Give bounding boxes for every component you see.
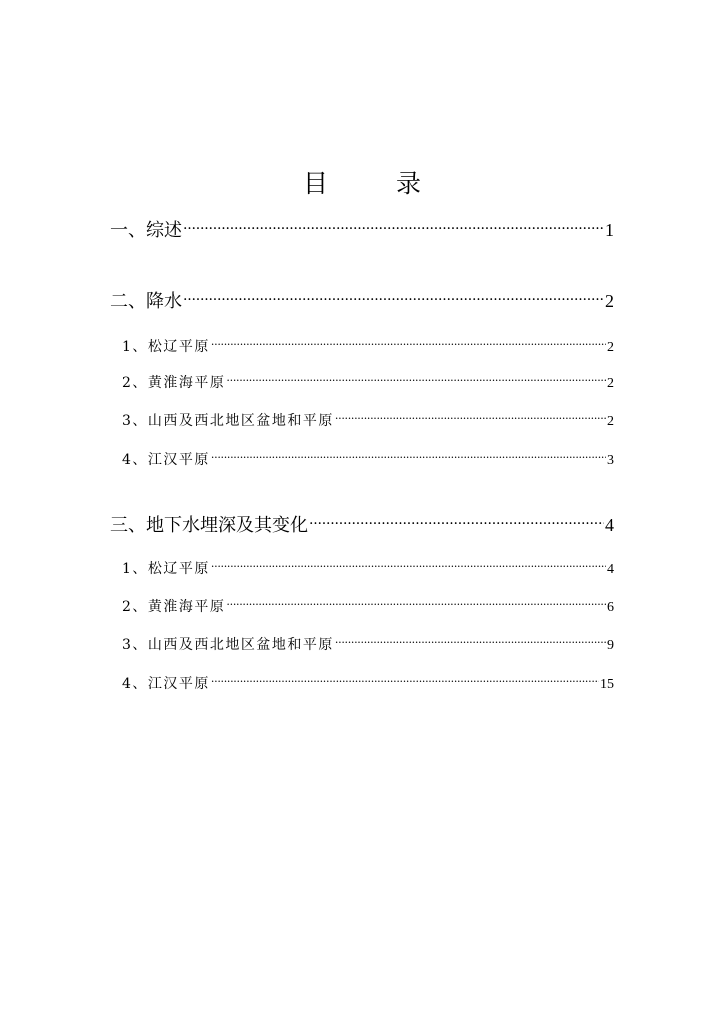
toc-entry-section-2-item-3[interactable] <box>122 411 614 431</box>
dot-leader <box>183 218 604 236</box>
dot-leader <box>335 411 606 425</box>
toc-page-number: 4 <box>607 562 614 577</box>
toc-entry-label: 1、松辽平原 <box>122 561 210 577</box>
dot-leader <box>211 337 606 351</box>
dot-leader <box>335 635 606 649</box>
toc-entry-section-3[interactable] <box>110 513 614 537</box>
toc-entry-section-2[interactable] <box>110 289 614 313</box>
toc-entry-section-3-item-1[interactable] <box>122 559 614 579</box>
toc-page-number: 2 <box>607 340 614 355</box>
toc-page-number: 15 <box>600 677 614 692</box>
toc-title: 目 录 <box>303 169 451 198</box>
dot-leader <box>183 289 604 307</box>
toc-entry-label: 2、黄淮海平原 <box>122 599 226 615</box>
toc-page-number: 4 <box>605 515 614 535</box>
toc-entry-label: 4、江汉平原 <box>122 676 210 692</box>
dot-leader <box>226 597 606 611</box>
toc-page-number: 3 <box>607 453 614 468</box>
toc-entry-label: 3、山西及西北地区盆地和平原 <box>122 413 334 429</box>
toc-entry-section-3-item-2[interactable] <box>122 597 614 617</box>
toc-entry-label: 一、综述 <box>110 220 182 241</box>
toc-page-number: 6 <box>607 600 614 615</box>
dot-leader <box>226 373 606 387</box>
toc-page-number: 2 <box>607 414 614 429</box>
toc-entry-section-3-item-3[interactable] <box>122 635 614 655</box>
toc-entry-label: 1、松辽平原 <box>122 339 210 355</box>
toc-entry-label: 三、地下水埋深及其变化 <box>110 515 308 536</box>
dot-leader <box>309 513 604 531</box>
toc-page-number: 2 <box>607 376 614 391</box>
toc-entry-section-2-item-4[interactable] <box>122 450 614 470</box>
toc-page-number: 1 <box>605 220 614 240</box>
toc-page-number: 9 <box>607 638 614 653</box>
toc-entry-label: 2、黄淮海平原 <box>122 375 226 391</box>
toc-entry-section-2-item-2[interactable] <box>122 373 614 393</box>
toc-entry-section-3-item-4[interactable] <box>122 674 614 694</box>
dot-leader <box>211 674 599 688</box>
toc-entry-section-2-item-1[interactable] <box>122 337 614 357</box>
toc-entry-label: 4、江汉平原 <box>122 452 210 468</box>
toc-page-number: 2 <box>605 291 614 311</box>
toc-entry-section-1[interactable] <box>110 218 614 242</box>
toc-entry-label: 二、降水 <box>110 291 182 312</box>
dot-leader <box>211 450 606 464</box>
toc-entry-label: 3、山西及西北地区盆地和平原 <box>122 637 334 653</box>
dot-leader <box>211 559 606 573</box>
